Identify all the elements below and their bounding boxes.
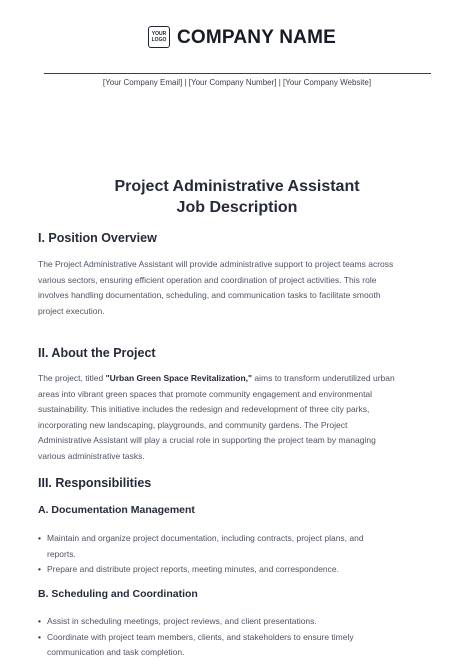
document-header <box>0 26 474 52</box>
company-logo <box>148 26 170 48</box>
position-overview-paragraph <box>38 257 438 319</box>
list-item-line: Prepare and distribute project reports, meeting minutes, and correspondence. <box>47 564 339 575</box>
project-name: "Urban Green Space Revitalization," <box>105 373 253 383</box>
subsection-heading-scheduling: B. Scheduling and Coordination <box>38 588 198 600</box>
bullet-icon: • <box>38 616 41 626</box>
scheduling-list <box>38 614 438 661</box>
company-contact-line: [Your Company Email] | [Your Company Number] | [Your Company Website] <box>102 78 372 87</box>
about-project-paragraph <box>38 371 438 465</box>
bullet-icon: • <box>38 533 41 543</box>
list-item-line: Assist in scheduling meetings, project reviews, and client presentations. <box>47 616 317 626</box>
section-heading-position-overview: I. Position Overview <box>38 231 157 245</box>
header-divider <box>44 73 431 74</box>
paragraph-line: incorporating new landscaping, playgrounds, and community gardens. The Project <box>38 419 348 430</box>
title-line-1: Project Administrative Assistant <box>114 178 360 195</box>
title-line-2: Job Description <box>176 199 298 216</box>
section-heading-about-project: II. About the Project <box>38 346 156 360</box>
logo-text-line2: LOGO <box>151 37 167 43</box>
list-item-line: communication and task completion. <box>47 647 185 658</box>
company-name: COMPANY NAME <box>177 27 336 48</box>
section-heading-responsibilities: III. Responsibilities <box>38 476 152 490</box>
list-item-line: reports. <box>47 548 76 559</box>
paragraph-line: Administrative Assistant will play a crucial role in supporting the project team by managing <box>38 435 376 446</box>
documentation-list <box>38 531 438 578</box>
bullet-icon: • <box>38 631 41 642</box>
paragraph-line: The Project Administrative Assistant will provide administrative support to project teams across <box>38 259 394 269</box>
paragraph-line: sustainability. This initiative includes the redesign and redevelopment of three city parks, <box>38 404 370 415</box>
subsection-heading-documentation: A. Documentation Management <box>38 504 195 516</box>
list-item <box>38 630 438 661</box>
logo-text-line1: YOUR <box>151 31 167 37</box>
list-item <box>38 614 438 630</box>
paragraph-line <box>38 371 438 387</box>
document-title <box>0 176 474 218</box>
paragraph-text: aims to transform underutilized urban <box>252 373 395 383</box>
paragraph-line: involves handling documentation, scheduling, and communication tasks to facilitate smooth <box>38 290 381 301</box>
list-item <box>38 531 438 562</box>
paragraph-line: areas into vibrant green spaces that promote community engagement and environmental <box>38 388 373 399</box>
bullet-icon: • <box>38 564 41 575</box>
paragraph-line: project execution. <box>38 305 105 316</box>
paragraph-text: The project, titled <box>38 373 106 383</box>
list-item-line: Maintain and organize project documentation, including contracts, project plans, and <box>47 533 364 543</box>
list-item <box>38 562 438 578</box>
paragraph-line: various administrative tasks. <box>38 450 145 461</box>
paragraph-line: various sectors, ensuring efficient operation and coordination of project activities. This role <box>38 274 377 285</box>
list-item-line: Coordinate with project team members, clients, and stakeholders to ensure timely <box>47 631 354 642</box>
